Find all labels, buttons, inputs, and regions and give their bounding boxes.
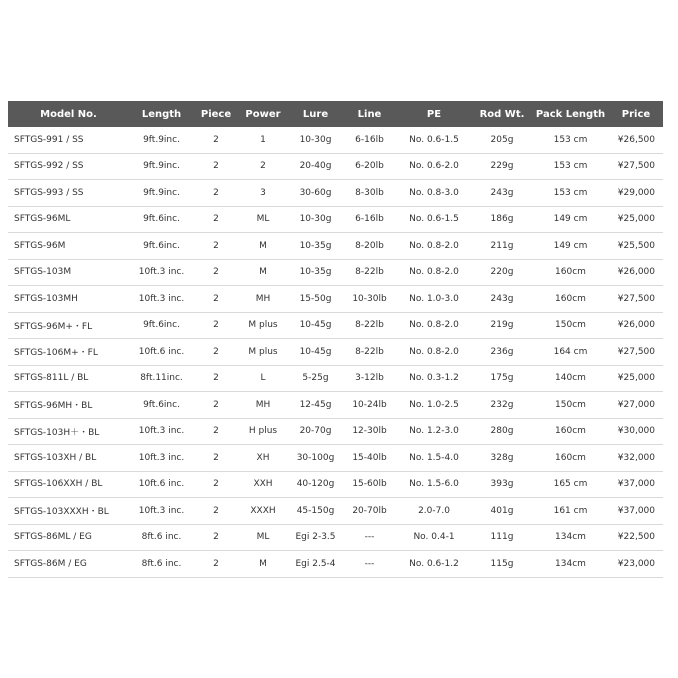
cell-lure: Egi 2-3.5	[288, 524, 343, 551]
cell-pack-length: 164 cm	[532, 339, 609, 366]
cell-lure: Egi 2.5-4	[288, 551, 343, 578]
cell-power: 2	[238, 153, 288, 180]
cell-piece: 2	[194, 445, 238, 472]
cell-model-no: SFTGS-991 / SS	[8, 127, 129, 153]
cell-rod-weight: 186g	[472, 206, 532, 233]
cell-lure: 10-45g	[288, 312, 343, 339]
cell-power: ML	[238, 524, 288, 551]
cell-lure: 10-35g	[288, 233, 343, 260]
cell-pack-length: 153 cm	[532, 180, 609, 207]
table-row	[8, 524, 663, 551]
cell-lure: 45-150g	[288, 498, 343, 525]
cell-pack-length: 165 cm	[532, 471, 609, 498]
table-row	[8, 286, 663, 313]
cell-power: L	[238, 365, 288, 392]
table-row	[8, 153, 663, 180]
cell-model-no: SFTGS-86ML / EG	[8, 524, 129, 551]
cell-piece: 2	[194, 233, 238, 260]
cell-length: 10ft.3 inc.	[129, 418, 194, 445]
cell-power: M	[238, 551, 288, 578]
cell-pe: No. 0.8-2.0	[396, 233, 472, 260]
cell-lure: 20-40g	[288, 153, 343, 180]
cell-price: ¥37,000	[609, 498, 663, 525]
cell-line: 10-30lb	[343, 286, 396, 313]
cell-power: 3	[238, 180, 288, 207]
column-header-length: Length	[129, 101, 194, 127]
cell-rod-weight: 232g	[472, 392, 532, 419]
cell-lure: 10-30g	[288, 206, 343, 233]
cell-pack-length: 150cm	[532, 392, 609, 419]
cell-length: 10ft.3 inc.	[129, 286, 194, 313]
cell-model-no: SFTGS-86M / EG	[8, 551, 129, 578]
cell-line: 10-24lb	[343, 392, 396, 419]
rod-spec-table	[8, 101, 663, 578]
cell-power: M	[238, 233, 288, 260]
cell-piece: 2	[194, 365, 238, 392]
cell-length: 10ft.3 inc.	[129, 259, 194, 286]
cell-piece: 2	[194, 392, 238, 419]
cell-piece: 2	[194, 127, 238, 153]
cell-rod-weight: 401g	[472, 498, 532, 525]
cell-model-no: SFTGS-106XXH / BL	[8, 471, 129, 498]
cell-pe: No. 1.0-2.5	[396, 392, 472, 419]
cell-length: 8ft.6 inc.	[129, 524, 194, 551]
cell-pe: No. 0.6-1.5	[396, 206, 472, 233]
cell-price: ¥27,000	[609, 392, 663, 419]
cell-lure: 15-50g	[288, 286, 343, 313]
cell-lure: 30-60g	[288, 180, 343, 207]
cell-price: ¥27,500	[609, 339, 663, 366]
cell-pe: No. 0.8-2.0	[396, 339, 472, 366]
cell-piece: 2	[194, 259, 238, 286]
cell-pack-length: 160cm	[532, 259, 609, 286]
cell-pack-length: 140cm	[532, 365, 609, 392]
cell-length: 9ft.6inc.	[129, 392, 194, 419]
cell-lure: 12-45g	[288, 392, 343, 419]
cell-model-no: SFTGS-992 / SS	[8, 153, 129, 180]
cell-pack-length: 134cm	[532, 551, 609, 578]
cell-price: ¥25,500	[609, 233, 663, 260]
cell-rod-weight: 280g	[472, 418, 532, 445]
cell-rod-weight: 211g	[472, 233, 532, 260]
cell-price: ¥26,000	[609, 259, 663, 286]
table-row	[8, 418, 663, 445]
table-row	[8, 312, 663, 339]
cell-pe: No. 0.6-2.0	[396, 153, 472, 180]
cell-lure: 10-45g	[288, 339, 343, 366]
cell-length: 10ft.6 inc.	[129, 471, 194, 498]
column-header-power: Power	[238, 101, 288, 127]
cell-line: ---	[343, 524, 396, 551]
cell-length: 9ft.9inc.	[129, 127, 194, 153]
cell-length: 10ft.3 inc.	[129, 445, 194, 472]
table-body	[8, 127, 663, 577]
cell-model-no: SFTGS-103H＋・BL	[8, 418, 129, 445]
cell-line: 6-16lb	[343, 206, 396, 233]
cell-piece: 2	[194, 312, 238, 339]
cell-model-no: SFTGS-103M	[8, 259, 129, 286]
cell-line: 6-20lb	[343, 153, 396, 180]
column-header-lure: Lure	[288, 101, 343, 127]
table-row	[8, 127, 663, 153]
cell-piece: 2	[194, 339, 238, 366]
cell-pack-length: 160cm	[532, 418, 609, 445]
cell-power: H plus	[238, 418, 288, 445]
cell-model-no: SFTGS-811L / BL	[8, 365, 129, 392]
cell-power: 1	[238, 127, 288, 153]
cell-length: 9ft.6inc.	[129, 206, 194, 233]
cell-pack-length: 149 cm	[532, 206, 609, 233]
cell-power: MH	[238, 286, 288, 313]
column-header-line: Line	[343, 101, 396, 127]
cell-power: XH	[238, 445, 288, 472]
cell-pe: No. 1.2-3.0	[396, 418, 472, 445]
table-row	[8, 180, 663, 207]
cell-lure: 30-100g	[288, 445, 343, 472]
cell-pack-length: 160cm	[532, 286, 609, 313]
table-row	[8, 471, 663, 498]
cell-price: ¥27,500	[609, 153, 663, 180]
cell-price: ¥30,000	[609, 418, 663, 445]
cell-price: ¥32,000	[609, 445, 663, 472]
cell-price: ¥26,500	[609, 127, 663, 153]
cell-pack-length: 150cm	[532, 312, 609, 339]
cell-piece: 2	[194, 206, 238, 233]
cell-pe: No. 0.6-1.2	[396, 551, 472, 578]
cell-lure: 10-35g	[288, 259, 343, 286]
cell-price: ¥25,000	[609, 365, 663, 392]
cell-price: ¥22,500	[609, 524, 663, 551]
table-row	[8, 445, 663, 472]
cell-rod-weight: 243g	[472, 180, 532, 207]
cell-model-no: SFTGS-103XXXH・BL	[8, 498, 129, 525]
cell-rod-weight: 219g	[472, 312, 532, 339]
cell-model-no: SFTGS-103XH / BL	[8, 445, 129, 472]
cell-length: 8ft.11inc.	[129, 365, 194, 392]
cell-price: ¥29,000	[609, 180, 663, 207]
cell-pe: No. 0.3-1.2	[396, 365, 472, 392]
header-row	[8, 101, 663, 127]
cell-lure: 40-120g	[288, 471, 343, 498]
cell-line: ---	[343, 551, 396, 578]
cell-pack-length: 149 cm	[532, 233, 609, 260]
cell-pack-length: 153 cm	[532, 153, 609, 180]
cell-pe: No. 0.8-2.0	[396, 259, 472, 286]
column-header-pe: PE	[396, 101, 472, 127]
cell-pack-length: 134cm	[532, 524, 609, 551]
cell-piece: 2	[194, 551, 238, 578]
cell-rod-weight: 115g	[472, 551, 532, 578]
cell-power: M	[238, 259, 288, 286]
cell-power: ML	[238, 206, 288, 233]
cell-length: 9ft.9inc.	[129, 180, 194, 207]
table-row	[8, 259, 663, 286]
table-row	[8, 206, 663, 233]
cell-lure: 5-25g	[288, 365, 343, 392]
cell-price: ¥27,500	[609, 286, 663, 313]
column-header-pack-length: Pack Length	[532, 101, 609, 127]
cell-line: 8-22lb	[343, 259, 396, 286]
cell-model-no: SFTGS-993 / SS	[8, 180, 129, 207]
cell-model-no: SFTGS-96ML	[8, 206, 129, 233]
cell-model-no: SFTGS-96M+・FL	[8, 312, 129, 339]
cell-length: 9ft.9inc.	[129, 153, 194, 180]
cell-price: ¥23,000	[609, 551, 663, 578]
cell-line: 15-60lb	[343, 471, 396, 498]
cell-price: ¥37,000	[609, 471, 663, 498]
cell-pe: No. 1.0-3.0	[396, 286, 472, 313]
cell-rod-weight: 243g	[472, 286, 532, 313]
cell-pack-length: 161 cm	[532, 498, 609, 525]
cell-power: M plus	[238, 339, 288, 366]
cell-rod-weight: 393g	[472, 471, 532, 498]
cell-pe: 2.0-7.0	[396, 498, 472, 525]
cell-rod-weight: 236g	[472, 339, 532, 366]
cell-piece: 2	[194, 524, 238, 551]
table-row	[8, 339, 663, 366]
cell-pe: No. 1.5-4.0	[396, 445, 472, 472]
cell-piece: 2	[194, 498, 238, 525]
cell-power: MH	[238, 392, 288, 419]
cell-line: 15-40lb	[343, 445, 396, 472]
cell-piece: 2	[194, 418, 238, 445]
column-header-rod-weight: Rod Wt.	[472, 101, 532, 127]
cell-length: 9ft.6inc.	[129, 312, 194, 339]
cell-rod-weight: 111g	[472, 524, 532, 551]
cell-power: XXXH	[238, 498, 288, 525]
cell-pe: No. 0.8-2.0	[396, 312, 472, 339]
cell-piece: 2	[194, 471, 238, 498]
table-row	[8, 365, 663, 392]
cell-line: 8-30lb	[343, 180, 396, 207]
cell-length: 10ft.3 inc.	[129, 498, 194, 525]
cell-price: ¥26,000	[609, 312, 663, 339]
cell-length: 10ft.6 inc.	[129, 339, 194, 366]
cell-lure: 10-30g	[288, 127, 343, 153]
cell-model-no: SFTGS-96MH・BL	[8, 392, 129, 419]
cell-rod-weight: 220g	[472, 259, 532, 286]
cell-length: 9ft.6inc.	[129, 233, 194, 260]
table-header	[8, 101, 663, 127]
cell-line: 6-16lb	[343, 127, 396, 153]
cell-model-no: SFTGS-106M+・FL	[8, 339, 129, 366]
cell-pe: No. 0.4-1	[396, 524, 472, 551]
cell-lure: 20-70g	[288, 418, 343, 445]
cell-model-no: SFTGS-103MH	[8, 286, 129, 313]
cell-line: 8-22lb	[343, 312, 396, 339]
table-row	[8, 392, 663, 419]
column-header-piece: Piece	[194, 101, 238, 127]
cell-rod-weight: 175g	[472, 365, 532, 392]
cell-pack-length: 160cm	[532, 445, 609, 472]
cell-pack-length: 153 cm	[532, 127, 609, 153]
table-row	[8, 498, 663, 525]
cell-rod-weight: 328g	[472, 445, 532, 472]
cell-price: ¥25,000	[609, 206, 663, 233]
cell-model-no: SFTGS-96M	[8, 233, 129, 260]
cell-pe: No. 0.8-3.0	[396, 180, 472, 207]
cell-power: M plus	[238, 312, 288, 339]
cell-pe: No. 0.6-1.5	[396, 127, 472, 153]
cell-rod-weight: 205g	[472, 127, 532, 153]
cell-line: 12-30lb	[343, 418, 396, 445]
cell-pe: No. 1.5-6.0	[396, 471, 472, 498]
column-header-price: Price	[609, 101, 663, 127]
cell-piece: 2	[194, 286, 238, 313]
cell-line: 8-20lb	[343, 233, 396, 260]
cell-length: 8ft.6 inc.	[129, 551, 194, 578]
cell-piece: 2	[194, 180, 238, 207]
cell-power: XXH	[238, 471, 288, 498]
table-row	[8, 551, 663, 578]
cell-line: 3-12lb	[343, 365, 396, 392]
cell-piece: 2	[194, 153, 238, 180]
column-header-model-no: Model No.	[8, 101, 129, 127]
cell-rod-weight: 229g	[472, 153, 532, 180]
cell-line: 8-22lb	[343, 339, 396, 366]
table-row	[8, 233, 663, 260]
cell-line: 20-70lb	[343, 498, 396, 525]
